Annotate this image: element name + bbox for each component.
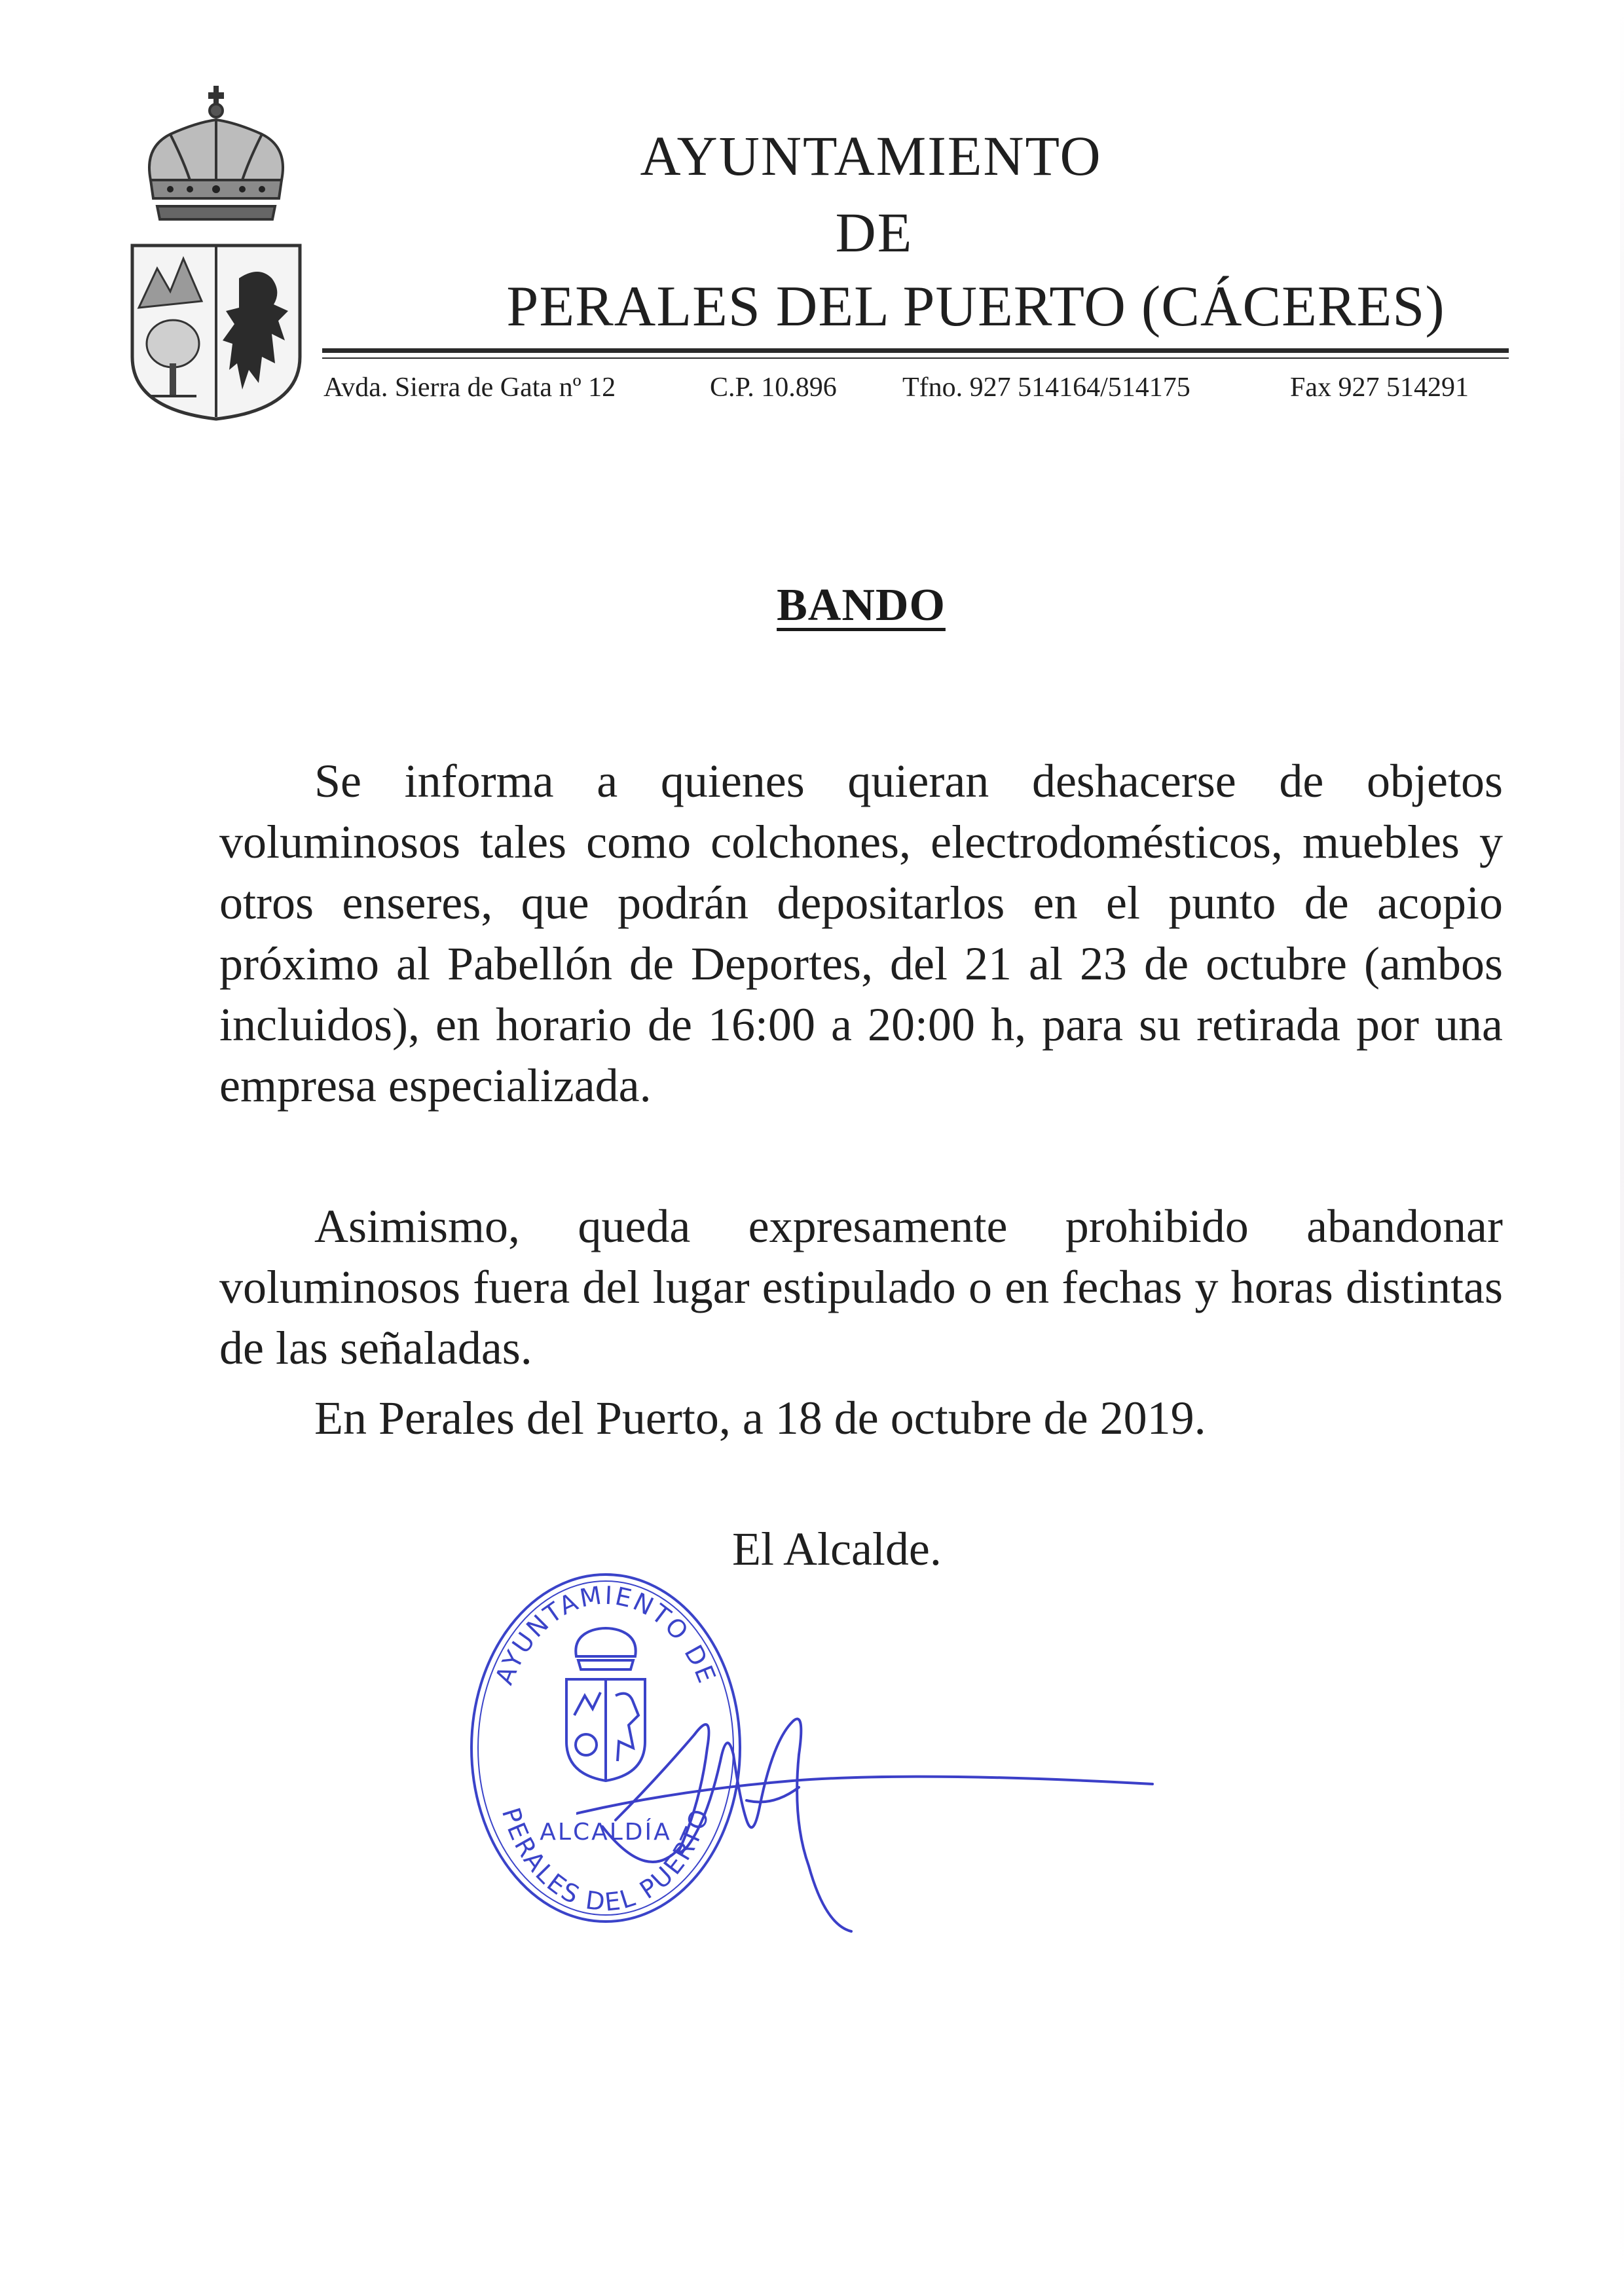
contact-fax: Fax 927 514291	[1290, 373, 1469, 403]
scan-edge	[1620, 0, 1624, 2296]
stamp-text-middle: ALCALDÍA	[540, 1819, 672, 1846]
header-line-de: DE	[835, 201, 913, 264]
header-rule-thin	[322, 357, 1509, 359]
header-line-municipality: PERALES DEL PUERTO (CÁCERES)	[506, 275, 1445, 338]
body-paragraph-1: Se informa a quienes quieran deshacerse de objetos voluminosos tales como colchones, electrodomésticos, muebles y otros enseres, que podrán depositarlos en el punto de acopio próximo al Pabellón de Deportes, del 21 al 23 de octubre (ambos incluidos), en horario de 16:00 a 20:00 h, para su retirada por una empresa especializada.	[219, 755, 1503, 1112]
handwritten-signature-icon	[576, 1650, 1166, 1938]
stamp-arc-top: AYUNTAMIENTO DE	[489, 1580, 722, 1689]
stamp-arc-bottom: PERALES DEL PUERTO	[496, 1804, 716, 1917]
signatory-title: El Alcalde.	[732, 1523, 942, 1575]
body-paragraph-2: Asimismo, queda expresamente prohibido abandonar voluminosos fuera del lugar estipulado o en fechas y horas distintas de las señaladas.	[219, 1200, 1503, 1374]
contact-postal-code: C.P. 10.896	[710, 373, 837, 403]
coat-of-arms-icon	[124, 82, 308, 422]
date-line: En Perales del Puerto, a 18 de octubre de 2019.	[314, 1392, 1206, 1444]
contact-address: Avda. Sierra de Gata nº 12	[323, 373, 616, 403]
contact-phone: Tfno. 927 514164/514175	[902, 373, 1190, 403]
document-title: BANDO	[777, 580, 946, 630]
header-rule-thick	[322, 348, 1509, 353]
header-line-ayuntamiento: AYUNTAMIENTO	[640, 124, 1102, 187]
